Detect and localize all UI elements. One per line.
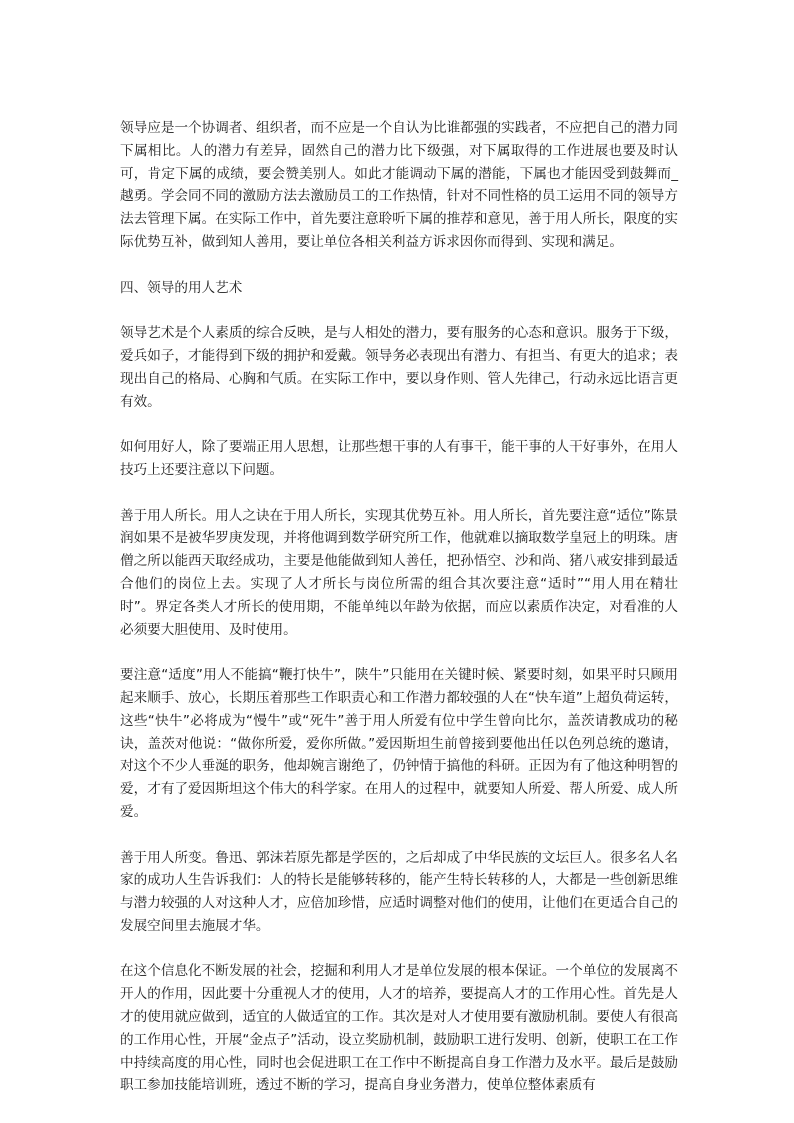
document-page bbox=[120, 117, 678, 1120]
paragraph-moderation: 要注意“适度”用人不能搞“鞭打快牛”，陕牛”只能用在关键时候、紧要时刻，如果平时只顾用起来顺手、放心，长期压着那些工作职责心和工作潜力都较强的人在“快车道”上超负荷运转，这些“快牛”必将成为“慢牛”或“死牛”善于用人所爱有位中学生曾向比尔，盖茨请教成功的秘诀，盖茨对他说：“做你所爱，爱你所做。”爱因斯坦生前曾接到要他出任以色列总统的邀请，对这个不少人垂涎的职务，他却婉言谢绝了，仍钟情于搞他的科研。正因为有了他这种明智的爱，才有了爱因斯坦这个伟大的科学家。在用人的过程中，就要知人所爱、帮人所爱、成人所爱。 bbox=[120, 667, 678, 820]
paragraph-leadership-art: 领导艺术是个人素质的综合反映，是与人相处的潜力，要有服务的心态和意识。服务于下级，爱兵如子，才能得到下级的拥护和爱戴。领导务必表现出有潜力、有担当、有更大的追求；表现出自己的格局、心胸和气质。在实际工作中，要以身作则、管人先律己，行动永远比语言更有效。 bbox=[120, 325, 678, 410]
paragraph-use-changes: 善于用人所变。鲁迅、郭沫若原先都是学医的，之后却成了中华民族的文坛巨人。很多名人名家的成功人生告诉我们：人的特长是能够转移的，能产生特长转移的人，大都是一些创新思维与潜力较强的人对这种人才，应倍加珍惜，应适时调整对他们的使用，让他们在更适合自己的发展空间里去施展才华。 bbox=[120, 849, 678, 934]
paragraph-leader-role: 领导应是一个协调者、组织者，而不应是一个自认为比谁都强的实践者，不应把自己的潜力同下属相比。人的潜力有差异，固然自己的潜力比下级强，对下属取得的工作进展也要及时认可，肯定下属的成绩，要会赞美别人。如此才能调动下属的潜能，下属也才能因受到鼓舞而_越勇。学会同不同的激励方法去激励员工的工作热情，针对不同性格的员工运用不同的领导方法去管理下属。在实际工作中，首先要注意聆听下属的推荐和意见，善于用人所长，限度的实际优势互补，做到知人善用，要让单位各相关利益方诉求因你而得到、实现和满足。 bbox=[120, 120, 678, 250]
paragraph-use-strengths: 善于用人所长。用人之诀在于用人所长，实现其优势互补。用人所长，首先要注意“适位”陈景润如果不是被华罗庚发现，并将他调到数学研究所工作，他就难以摘取数学皇冠上的明珠。唐僧之所以能西天取经成功，主要是他能做到知人善任，把孙悟空、沙和尚、猪八戒安排到最适合他们的岗位上去。实现了人才所长与岗位所需的组合其次要注意“适时”“用人用在精壮时”。界定各类人才所长的使用期，不能单纯以年龄为依据，而应以素质作决定，对看准的人必须要大胆使用、及时使用。 bbox=[120, 507, 678, 638]
section-heading: 四、领导的用人艺术 bbox=[120, 279, 243, 296]
paragraph-talent-development: 在这个信息化不断发展的社会，挖掘和利用人才是单位发展的根本保证。一个单位的发展离不开人的作用，因此要十分重视人才的使用，人才的培养，要提高人才的工作用心性。首先是人才的使用就应做到，适宜的人做适宜的工作。其次是对人才使用要有激励机制。要使人有很高的工作用心性，开展“金点子”活动，设立奖励机制，鼓励职工进行发明、创新，使职工在工作中持续高度的用心性，同时也会促进职工在工作中不断提高自身工作潜力及水平。最后是鼓励职工参加技能培训班，透过不断的学习，提高自身业务潜力，使单位整体素质有 bbox=[120, 963, 678, 1094]
paragraph-how-to-use-people: 如何用好人，除了要端正用人思想，让那些想干事的人有事干，能干事的人干好事外，在用人技巧上还要注意以下问题。 bbox=[120, 439, 678, 478]
